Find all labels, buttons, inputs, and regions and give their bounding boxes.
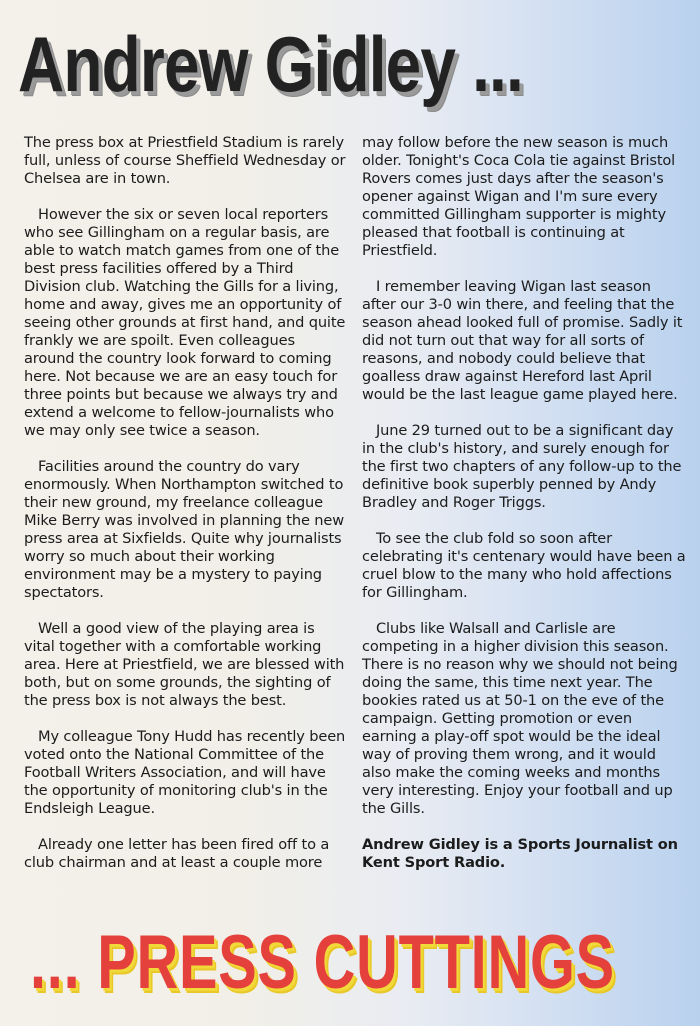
paragraph: may follow before the new season is much older. Tonight's Coca Cola tie against Bristol Rovers comes just days after the season's opener against Wigan and I'm sure every committed Gillingham supporter is mighty pleased that football is continuing at Priestfield. [362, 134, 676, 259]
paragraph: The press box at Priestfield Stadium is rarely full, unless of course Sheffield Wednesday or Chelsea are in town. [24, 134, 346, 187]
author-byline: Andrew Gidley is a Sports Journalist on Kent Sport Radio. [362, 836, 678, 871]
left-column [24, 134, 346, 890]
right-column [362, 134, 688, 890]
paragraph: Clubs like Walsall and Carlisle are competing in a higher division this season. There is no reason why we should not being doing the same, this time next year. The bookies rated us at 50-1 on the eve of the campaign. Getting promotion or even earning a play-off spot would be the ideal way of proving them wrong, and it would also make the coming weeks and months very interesting. Enjoy your football and up the Gills. [362, 620, 678, 817]
paragraph: Well a good view of the playing area is vital together with a comfortable working area. Here at Priestfield, we are blessed with both, but on some grounds, the sighting of the press box is not always the best. [24, 620, 345, 709]
article-headline: Andrew Gidley ... [18, 20, 523, 108]
press-cuttings-banner: ... PRESS CUTTINGS [30, 920, 615, 1005]
paragraph: Facilities around the country do vary enormously. When Northampton switched to their new ground, my freelance colleague Mike Berry was involved in planning the new press area at Sixfields. Quite why journalists worry so much about their working environment may be a mystery to paying spectators. [24, 458, 344, 601]
paragraph: Already one letter has been fired off to a club chairman and at least a couple more [24, 836, 330, 871]
paragraph: To see the club fold so soon after celebrating it's centenary would have been a cruel blow to the many who hold affections for Gillingham. [362, 530, 686, 601]
paragraph: However the six or seven local reporters who see Gillingham on a regular basis, are able to watch match games from one of the best press facilities offered by a Third Division club. Watching the Gills for a living, home and away, gives me an opportunity of seeing other grounds at first hand, and quite frankly we are spoilt. Even colleagues around the country look forward to coming here. Not because we are an easy touch for three points but because we always try and extend a welcome to fellow-journalists who we may only see twice a season. [24, 206, 346, 439]
paragraph: I remember leaving Wigan last season after our 3-0 win there, and feeling that the season ahead looked full of promise. Sadly it did not turn out that way for all sorts of reasons, and nobody could believe that goalless draw against Hereford last April would be the last league game played here. [362, 278, 683, 403]
paragraph: June 29 turned out to be a significant day in the club's history, and surely enough for the first two chapters of any follow-up to the definitive book superbly penned by Andy Bradley and Roger Triggs. [362, 422, 682, 511]
paragraph: My colleague Tony Hudd has recently been voted onto the National Committee of the Football Writers Association, and will have the opportunity of monitoring club's in the Endsleigh League. [24, 728, 346, 817]
